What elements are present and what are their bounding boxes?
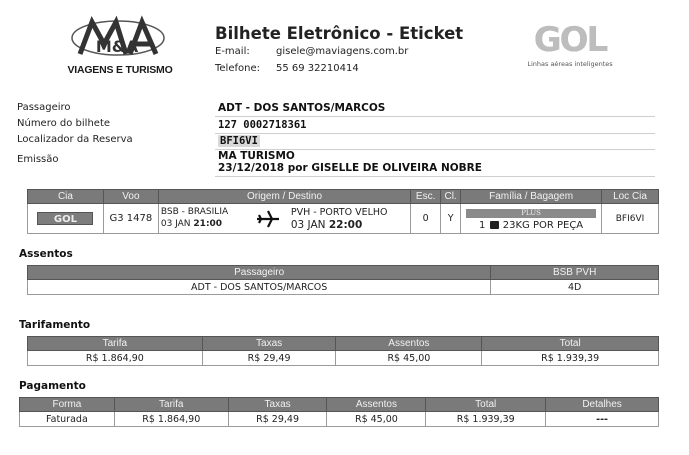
fare-row xyxy=(28,351,659,366)
col-loc: Loc Cia xyxy=(602,190,659,204)
suitcase-icon xyxy=(490,221,499,229)
fare-tarifa: R$ 1.864,90 xyxy=(28,351,203,366)
fare-col-assentos: Assentos xyxy=(336,337,482,351)
seats-row xyxy=(28,280,659,295)
locator-code: BFI6VI xyxy=(220,135,258,147)
issue-date-agent: 23/12/2018 por GISELLE DE OLIVEIRA NOBRE xyxy=(218,162,482,174)
issue-agency: MA TURISMO xyxy=(218,150,295,162)
locator-label: Localizador da Reserva xyxy=(17,134,133,145)
origin-city: BSB - BRASILIA xyxy=(160,207,229,217)
payment-col-forma: Forma xyxy=(20,398,115,412)
seats-seat: 4D xyxy=(491,280,659,295)
fare-col-taxas: Taxas xyxy=(202,337,336,351)
fare-title: Tarifamento xyxy=(19,319,91,331)
fare-col-tarifa: Tarifa xyxy=(28,337,203,351)
payment-assentos: R$ 45,00 xyxy=(327,412,426,427)
flight-cia xyxy=(28,204,104,234)
fare-header xyxy=(28,337,659,351)
gol-badge: GOL xyxy=(37,212,93,225)
flight-esc: 0 xyxy=(411,204,441,234)
flight-row xyxy=(28,204,659,234)
bag-desc: 23KG POR PEÇA xyxy=(502,219,584,231)
seats-title: Assentos xyxy=(19,248,73,260)
email-value: gisele@maviagens.com.br xyxy=(276,46,409,57)
flight-table xyxy=(27,189,659,234)
col-esc: Esc. xyxy=(411,190,441,204)
payment-col-total: Total xyxy=(426,398,546,412)
phone-value: 55 69 32210414 xyxy=(276,63,359,74)
payment-row xyxy=(20,412,659,427)
ticket-number-value: 127 0002718361 xyxy=(218,119,307,131)
airline-tagline: Linhas aéreas inteligentes xyxy=(527,60,613,68)
email-label: E-mail: xyxy=(215,46,250,57)
phone-row xyxy=(215,63,359,74)
fare-col-total: Total xyxy=(482,337,659,351)
col-cl: Cl. xyxy=(441,190,461,204)
col-cia: Cia xyxy=(28,190,104,204)
locator-value xyxy=(218,135,260,147)
seats-col-segment: BSB PVH xyxy=(491,266,659,280)
dest-city: PVH - PORTO VELHO xyxy=(290,207,388,218)
dest-date: 03 JAN xyxy=(290,219,326,231)
issue-label: Emissão xyxy=(17,154,59,165)
col-voo: Voo xyxy=(103,190,158,204)
airline-logo xyxy=(520,18,620,74)
origin-date: 03 JAN xyxy=(160,219,191,229)
col-familia: Família / Bagagem xyxy=(461,190,602,204)
fare-taxas: R$ 29,49 xyxy=(202,351,336,366)
dest-time: 22:00 xyxy=(328,219,363,231)
agency-logo-text: M&A xyxy=(95,37,139,56)
origin-time: 21:00 xyxy=(193,219,223,229)
airplane-icon xyxy=(256,209,280,229)
payment-title: Pagamento xyxy=(19,380,86,392)
payment-col-taxas: Taxas xyxy=(228,398,327,412)
phone-label: Telefone: xyxy=(215,63,260,74)
flight-table-header xyxy=(28,190,659,204)
email-row xyxy=(215,46,408,57)
bag-count: 1 xyxy=(478,219,486,231)
payment-table xyxy=(19,397,659,427)
seats-col-passenger: Passageiro xyxy=(28,266,491,280)
agency-logo xyxy=(62,14,178,78)
passenger-value: ADT - DOS SANTOS/MARCOS xyxy=(218,102,386,114)
fare-table xyxy=(27,336,659,366)
agency-logo-mark xyxy=(70,14,166,62)
payment-header xyxy=(20,398,659,412)
payment-col-tarifa: Tarifa xyxy=(114,398,228,412)
fare-family-badge: PLUS xyxy=(466,209,596,218)
passenger-label: Passageiro xyxy=(17,102,71,113)
page-title: Bilhete Eletrônico - Eticket xyxy=(215,24,464,43)
payment-col-detalhes: Detalhes xyxy=(546,398,659,412)
ticket-number-label: Número do bilhete xyxy=(17,118,111,129)
fare-total: R$ 1.939,39 xyxy=(482,351,659,366)
payment-total: R$ 1.939,39 xyxy=(426,412,546,427)
seats-table xyxy=(27,265,659,295)
payment-tarifa: R$ 1.864,90 xyxy=(114,412,228,427)
flight-family xyxy=(461,204,602,234)
seats-passenger: ADT - DOS SANTOS/MARCOS xyxy=(28,280,491,295)
fare-assentos: R$ 45,00 xyxy=(336,351,482,366)
col-origem-destino: Origem / Destino xyxy=(158,190,410,204)
agency-name: VIAGENS E TURISMO xyxy=(67,64,173,76)
seats-header xyxy=(28,266,659,280)
payment-taxas: R$ 29,49 xyxy=(228,412,327,427)
flight-route xyxy=(158,204,410,234)
airline-logo-text: GOL xyxy=(533,20,607,60)
payment-col-assentos: Assentos xyxy=(327,398,426,412)
payment-detalhes: --- xyxy=(546,412,659,427)
payment-forma: Faturada xyxy=(20,412,115,427)
flight-loc: BFI6VI xyxy=(602,204,659,234)
flight-class: Y xyxy=(441,204,461,234)
flight-number: G3 1478 xyxy=(103,204,158,234)
